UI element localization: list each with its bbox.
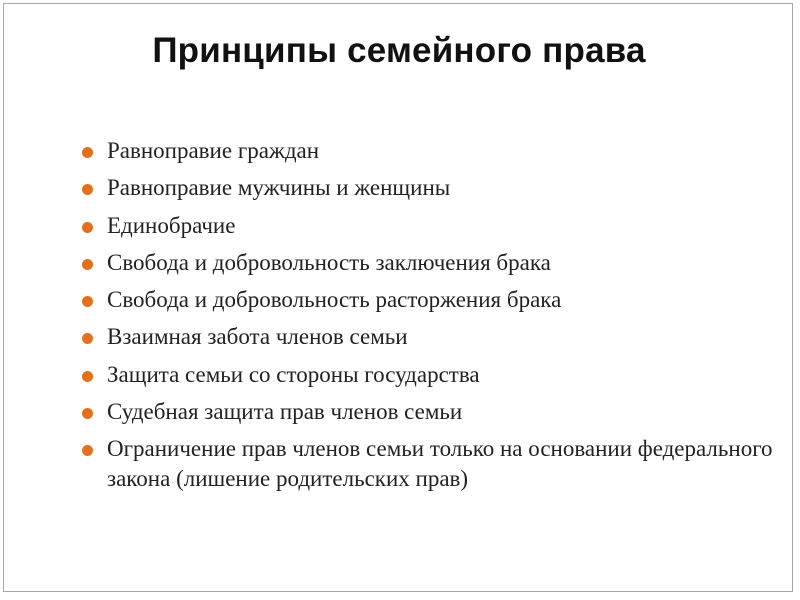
list-item-text: Равноправие мужчины и женщины — [107, 175, 451, 201]
bullet-dot-icon — [82, 259, 93, 270]
list-item — [74, 211, 774, 241]
slide — [3, 3, 793, 592]
list-item — [74, 434, 774, 494]
list-item — [74, 173, 774, 203]
list-item-text: Равноправие граждан — [107, 138, 320, 163]
bullet-dot-icon — [82, 333, 93, 344]
list-item — [74, 136, 774, 166]
list-item-text: Свобода и добровольность заключения брака — [107, 249, 551, 275]
list-item-text: Единобрачие — [107, 212, 236, 238]
bullet-dot-icon — [82, 147, 93, 158]
bullet-dot-icon — [82, 445, 93, 456]
slide-title: Принципы семейного права — [152, 31, 646, 70]
list-item-text: Свобода и добровольность расторжения брака — [107, 287, 562, 313]
bullet-dot-icon — [82, 184, 93, 195]
list-item-text: Ограничение прав членов семьи только на основании федерального закона (лишение родительских прав) — [107, 436, 773, 492]
list-item-text: Судебная защита прав членов семьи — [107, 399, 463, 425]
list-item — [74, 360, 774, 390]
bullet-dot-icon — [82, 371, 93, 382]
list-item-text: Взаимная забота членов семьи — [107, 324, 408, 350]
list-item — [74, 285, 774, 315]
bullet-list — [74, 136, 774, 502]
list-item — [74, 397, 774, 427]
bullet-dot-icon — [82, 408, 93, 419]
bullet-dot-icon — [82, 222, 93, 233]
list-item — [74, 322, 774, 352]
list-item — [74, 248, 774, 278]
bullet-dot-icon — [82, 296, 93, 307]
list-item-text: Защита семьи со стороны государства — [107, 361, 480, 387]
